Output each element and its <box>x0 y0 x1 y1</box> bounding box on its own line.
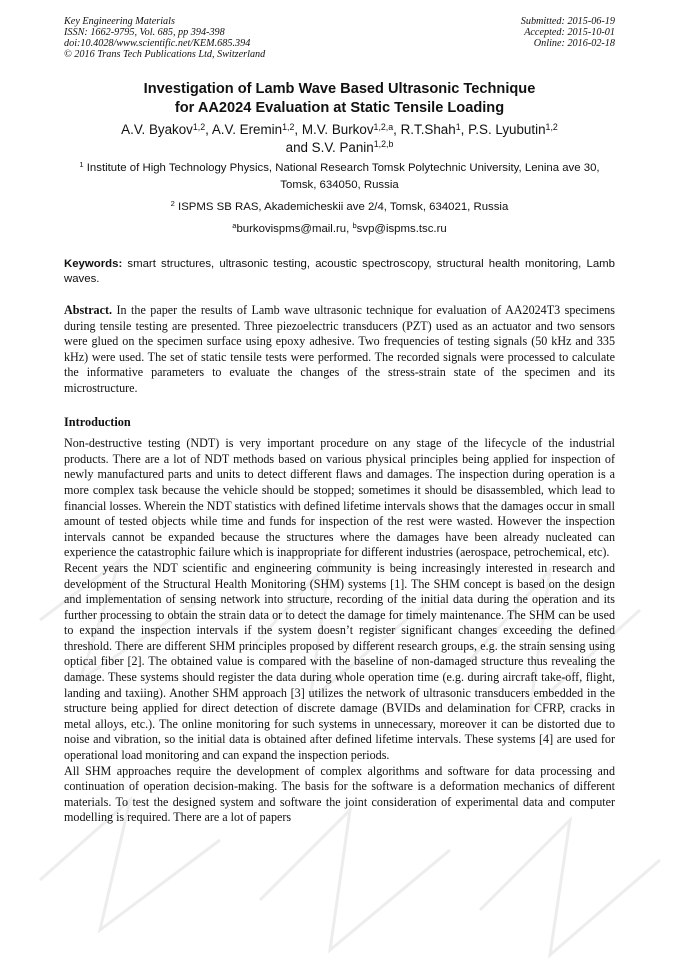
online-date: Online: 2016-02-18 <box>533 38 615 49</box>
title-line-2: for AA2024 Evaluation at Static Tensile Loading <box>174 100 505 116</box>
keywords <box>64 257 615 286</box>
paragraph: Non-destructive testing (NDT) is very important procedure on any stage of the lifecycle of the industrial products. There are a lot of NDT methods based on various physical principles being applied for inspection of newly manufactured parts and units to detect different flaws and damages. The inspection during operation is a more complex task because the vehicle should be stopped; sometimes it should be disassembled, which lead to financial losses. Wherein the NDT statistics with defined lifetime intervals shows that the damages occur in small amount of tested objects while time and funds for inspection of the rest were wasted. However the inspection intervals cannot be expanded because the structures where the damages have been already nucleated can experience the catastrophic failure which is inappropriate for different industries (aerospace, petrochemical, etc). <box>64 436 615 560</box>
publication-dates <box>521 16 615 60</box>
abstract <box>64 303 615 397</box>
author: A.V. Byakov$^{1,2}$, <box>121 121 212 137</box>
affiliation-1: $^1$ Institute of High Technology Physics, National Research Tomsk Polytechnic University, Lenina ave 30, Tomsk, 634050, Russia <box>79 160 600 191</box>
keywords-label: Keywords: <box>64 258 123 270</box>
email-a: burkovispms@mail.ru <box>236 222 347 235</box>
journal-info <box>64 16 265 60</box>
paragraph: Recent years the NDT scientific and engineering community is being increasingly interested in research and development of the Structural Health Monitoring (SHM) systems [1]. The SHM concept is based on the design and implementation of sensing network into structure, recording of the initial data during the operation and its further processing to obtain the strain data or to detect the damage for timely maintenance. The SHM can be used to expand the inspection intervals if the system doesn’t register significant changes exceeding the defined threshold. There are different SHM principles proposed by different research groups, e.g. the strain sensing using optical fiber [2]. The obtained value is compared with the baseline of non-damaged structure thus revealing the damage. These systems should register the data during whole operation time (e.g. during aircraft take-off, flight, landing and taxiing). Another SHM approach [3] utilizes the network of ultrasonic transducers embedded in the structure being applied for direct detection of discrete damage (BVIDs and delamination for CFRP, cracks in metal alloys, etc.). The online monitoring for such systems in unnecessary, moreover it can be distorted due to noise and vibration, so the initial data is obtained after defined lifetime intervals. These systems [4] are used for operational load monitoring and can expand the inspection periods. <box>64 560 615 763</box>
journal-header <box>64 16 615 60</box>
author: M.V. Burkov$^{1,2,a}$, <box>301 121 401 137</box>
author: P.S. Lyubutin$^{1,2}$ <box>468 121 558 137</box>
doi: doi:10.4028/www.scientific.net/KEM.685.394 <box>64 38 251 49</box>
copyright: © 2016 Trans Tech Publications Ltd, Switzerland <box>64 49 266 60</box>
email-b: svp@ispms.tsc.ru <box>356 222 447 235</box>
paragraph: All SHM approaches require the development of complex algorithms and software for data processing and continuation of operation decision-making. The basis for the software is a deformation mechanics of different materials. To test the designed system and software the joint consideration of experimental data and computer modelling is required. There are a lot of papers <box>64 763 615 825</box>
author-emails: $^a$burkovispms@mail.ru, $^b$svp@ispms.tsc.ru <box>232 220 447 235</box>
author: R.T.Shah$^1$, <box>400 121 469 137</box>
title-line-1: Investigation of Lamb Wave Based Ultrasonic Technique <box>143 81 536 97</box>
author: A.V. Eremin$^{1,2}$, <box>211 121 302 137</box>
submitted-date: Submitted: 2015-06-19 <box>520 16 615 27</box>
abstract-text: In the paper the results of Lamb wave ultrasonic technique for evaluation of AA2024T3 specimens during tensile testing are presented. Three piezoelectric transducers (PZT) used as an actuator and two sensors were glued on the specimen surface using epoxy adhesive. Two frequencies of testing signals (50 kHz and 335 kHz) were used. The set of static tensile tests were performed. The recorded signals were processed to calculate the informative parameters to evaluate the changes of the stress-strain state of the specimen and its microstructure. <box>64 303 616 395</box>
paper-title <box>64 80 615 118</box>
issn: ISSN: 1662-9795, Vol. 685, pp 394-398 <box>64 27 225 38</box>
author: and S.V. Panin$^{1,2,b}$ <box>285 139 394 155</box>
section-heading-introduction: Introduction <box>64 414 131 429</box>
page-content <box>64 16 615 826</box>
author-list <box>64 121 615 156</box>
accepted-date: Accepted: 2015-10-01 <box>524 27 615 38</box>
abstract-label: Abstract. <box>64 303 113 317</box>
journal-name: Key Engineering Materials <box>64 16 175 27</box>
keywords-text: smart structures, ultrasonic testing, acoustic spectroscopy, structural health monitoring, Lamb waves. <box>64 258 615 285</box>
affiliation-2: $^2$ ISPMS SB RAS, Akademicheskii ave 2/4, Tomsk, 634021, Russia <box>170 199 509 213</box>
